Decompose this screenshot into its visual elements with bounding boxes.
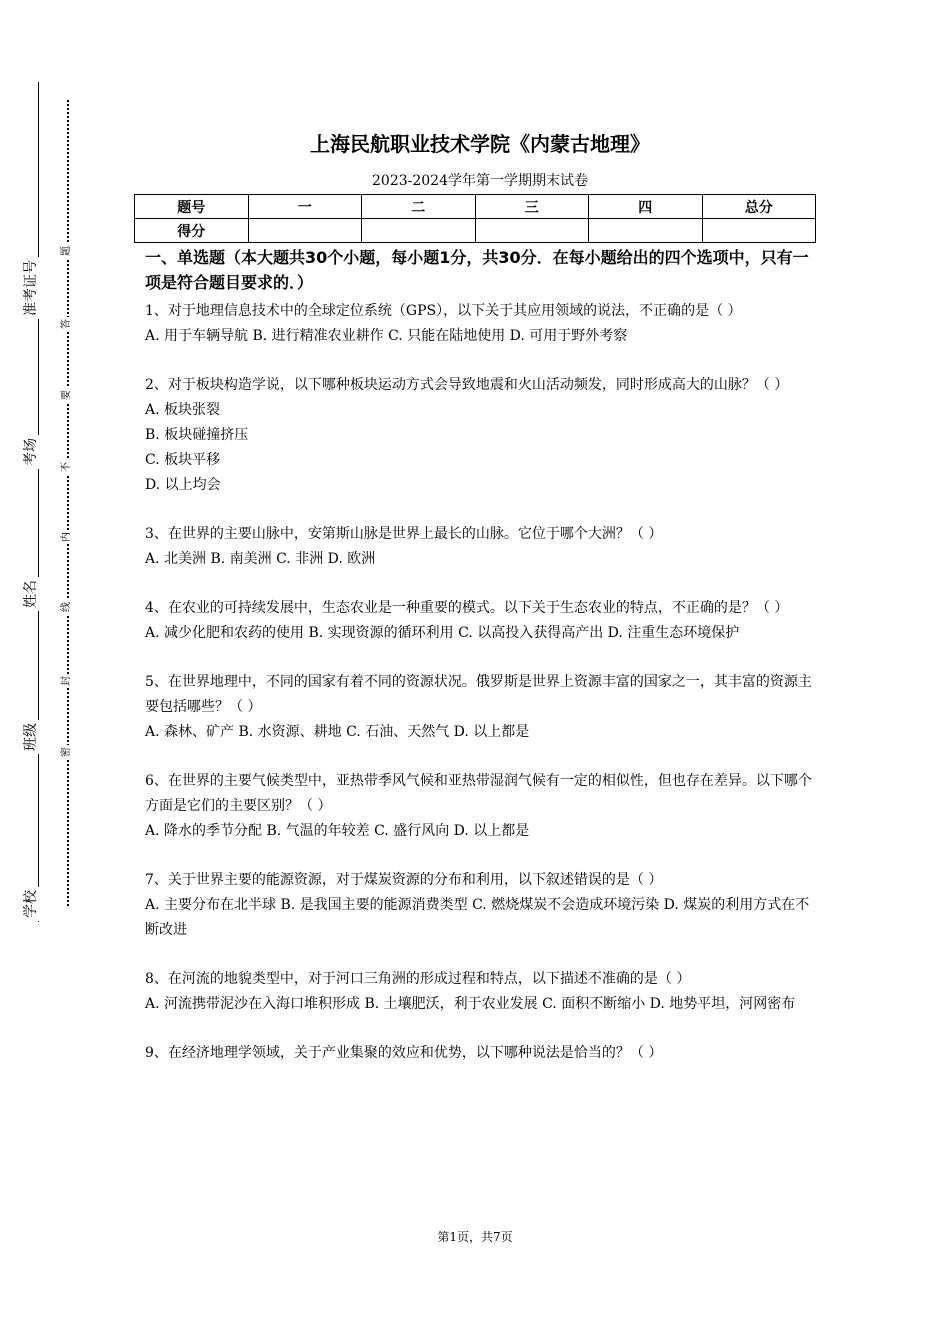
question-item bbox=[145, 967, 817, 1017]
question-stem: 6、在世界的主要气候类型中，亚热带季风气候和亚热带湿润气候有一定的相似性，但也存在差异。以下哪个方面是它们的主要区别？（ ） bbox=[145, 773, 812, 814]
question-options: A. 主要分布在北半球 B. 是我国主要的能源消费类型 C. 燃烧煤炭不会造成环境污染 D. 煤炭的利用方式在不断改进 bbox=[145, 897, 810, 938]
binding-solid-line bbox=[38, 82, 39, 922]
margin-field-name: 姓名 bbox=[23, 577, 39, 611]
question-option: C. 板块平移 bbox=[145, 452, 221, 468]
margin-field-class: 班级 bbox=[23, 720, 39, 754]
score-cell bbox=[475, 219, 589, 243]
question-stem: 4、在农业的可持续发展中，生态农业是一种重要的模式。以下关于生态农业的特点，不正确的是？（ ） bbox=[145, 600, 789, 616]
question-item bbox=[145, 670, 817, 745]
question-item bbox=[145, 1041, 817, 1066]
score-header-cell: 题号 bbox=[135, 195, 249, 219]
score-cell bbox=[702, 219, 816, 243]
question-options: A. 减少化肥和农药的使用 B. 实现资源的循环利用 C. 以高投入获得高产出 D. 注重生态环境保护 bbox=[145, 625, 740, 641]
margin-field-school: 学校 bbox=[23, 887, 39, 921]
question-options: A. 降水的季节分配 B. 气温的年较差 C. 盛行风向 D. 以上都是 bbox=[145, 823, 530, 839]
score-header-cell: 四 bbox=[589, 195, 703, 219]
margin-field-exam-room: 考场 bbox=[23, 435, 39, 469]
score-row-label: 得分 bbox=[135, 219, 249, 243]
score-cell bbox=[248, 219, 362, 243]
score-cell bbox=[589, 219, 703, 243]
seal-note: 密 bbox=[61, 747, 72, 757]
question-stem: 9、在经济地理学领域，关于产业集聚的效应和优势，以下哪种说法是恰当的？（ ） bbox=[145, 1045, 663, 1061]
question-item bbox=[145, 522, 817, 572]
seal-note: 题 bbox=[61, 246, 72, 256]
question-stem: 1、对于地理信息技术中的全球定位系统（GPS），以下关于其应用领域的说法，不正确的是（ ） bbox=[145, 303, 742, 319]
question-stem: 2、对于板块构造学说，以下哪种板块运动方式会导致地震和火山活动频发，同时形成高大的山脉？（ ） bbox=[145, 377, 789, 393]
seal-note: 要 bbox=[61, 390, 72, 400]
exam-title: 上海民航职业技术学院《内蒙古地理》 bbox=[310, 132, 650, 156]
question-item bbox=[145, 769, 817, 844]
seal-note: 内 bbox=[61, 532, 72, 542]
score-header-cell: 三 bbox=[475, 195, 589, 219]
score-header-cell: 一 bbox=[248, 195, 362, 219]
question-options: A. 用于车辆导航 B. 进行精准农业耕作 C. 只能在陆地使用 D. 可用于野外考察 bbox=[145, 328, 628, 344]
question-option: A. 板块张裂 bbox=[145, 402, 221, 418]
seal-note: 线 bbox=[61, 602, 72, 612]
question-item bbox=[145, 868, 817, 943]
question-content bbox=[145, 245, 817, 1090]
question-stem: 3、在世界的主要山脉中，安第斯山脉是世界上最长的山脉。它位于哪个大洲？（ ） bbox=[145, 526, 663, 542]
section-heading: 一、单选题（本大题共30个小题，每小题1分，共30分．在每小题给出的四个选项中，只有一项是符合题目要求的．） bbox=[145, 248, 809, 292]
question-item bbox=[145, 299, 817, 349]
question-options: A. 河流携带泥沙在入海口堆积形成 B. 土壤肥沃，利于农业发展 C. 面积不断缩小 D. 地势平坦，河网密布 bbox=[145, 996, 796, 1012]
question-item bbox=[145, 373, 817, 498]
score-header-cell: 二 bbox=[362, 195, 476, 219]
question-options: A. 北美洲 B. 南美洲 C. 非洲 D. 欧洲 bbox=[145, 551, 376, 567]
seal-note: 封 bbox=[61, 676, 72, 686]
question-stem: 7、关于世界主要的能源资源，对于煤炭资源的分布和利用，以下叙述错误的是（ ） bbox=[145, 872, 663, 888]
score-table bbox=[134, 194, 816, 243]
question-stem: 8、在河流的地貌类型中，对于河口三角洲的形成过程和特点，以下描述不准确的是（ ） bbox=[145, 971, 691, 987]
question-stem: 5、在世界地理中，不同的国家有着不同的资源状况。俄罗斯是世界上资源丰富的国家之一，其丰富的资源主要包括哪些？（ ） bbox=[145, 674, 812, 715]
page-footer: 第1页，共7页 bbox=[437, 1230, 513, 1244]
question-options: A. 森林、矿产 B. 水资源、耕地 C. 石油、天然气 D. 以上都是 bbox=[145, 724, 530, 740]
margin-field-exam-number: 准考证号 bbox=[23, 257, 39, 319]
binding-dotted-line bbox=[67, 100, 69, 906]
question-option: B. 板块碰撞挤压 bbox=[145, 427, 249, 443]
score-table-header-row bbox=[135, 195, 816, 219]
question-item bbox=[145, 596, 817, 646]
score-table-score-row bbox=[135, 219, 816, 243]
seal-note: 不 bbox=[61, 462, 72, 472]
question-option: D. 以上均会 bbox=[145, 477, 221, 493]
exam-subtitle: 2023-2024学年第一学期期末试卷 bbox=[372, 173, 588, 189]
seal-note: 答 bbox=[61, 319, 72, 329]
score-cell bbox=[362, 219, 476, 243]
score-header-cell: 总分 bbox=[702, 195, 816, 219]
